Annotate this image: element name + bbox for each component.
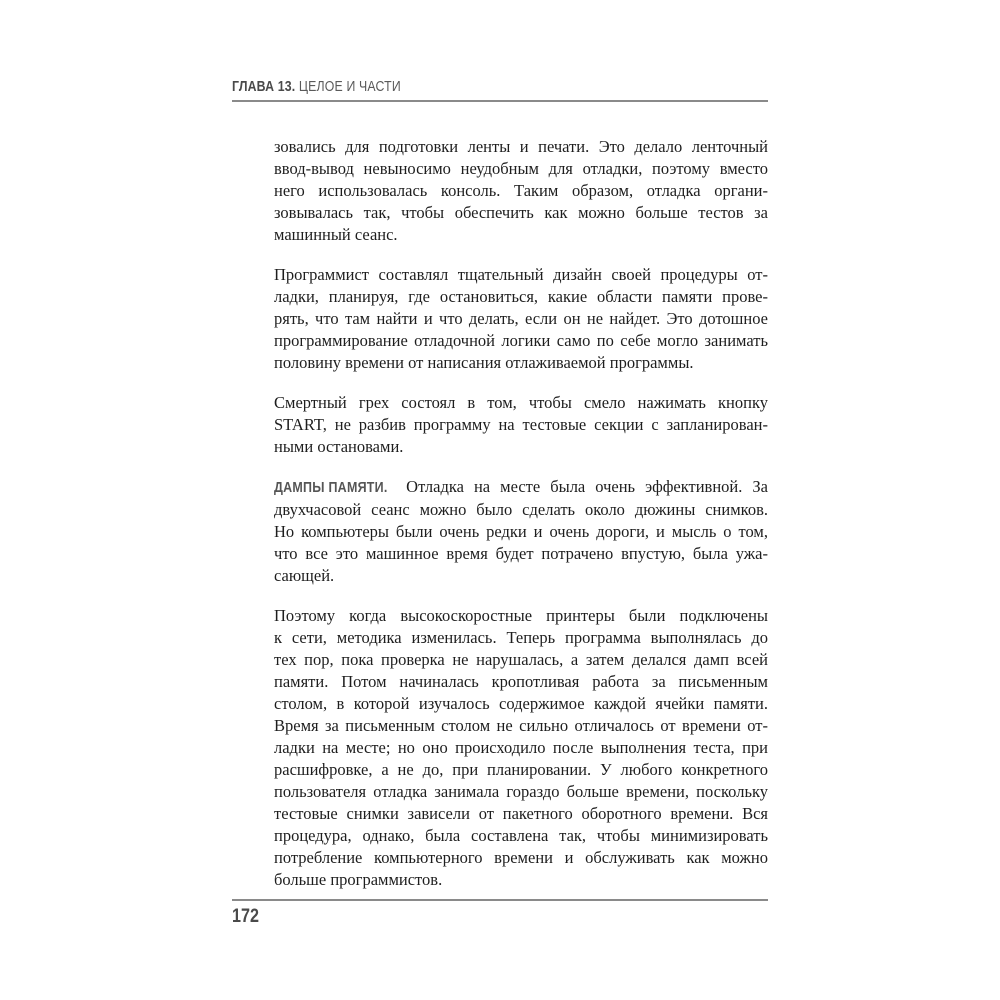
text-line: процедура, однако, была составлена так, чтобы минимизировать <box>274 826 768 845</box>
header-rule <box>232 100 768 102</box>
paragraph <box>274 476 768 587</box>
text-line-rest: Отладка на месте была очень эффективной. За <box>396 477 768 496</box>
text-line: рять, что там найти и что делать, если он не найдет. Это дотошное <box>274 309 768 328</box>
text-line: половину времени от написания отлаживаемой программы. <box>274 353 694 372</box>
text-line: Время за письменным столом не сильно отличалось от времени от- <box>274 716 768 735</box>
text-line: пользователя отладка занимала гораздо больше времени, поскольку <box>274 782 768 801</box>
paragraph <box>274 136 768 246</box>
paragraph <box>274 605 768 891</box>
text-line: тех пор, пока проверка не нарушалась, а затем делался дамп всей <box>274 650 768 669</box>
text-line: Но компьютеры были очень редки и очень дороги, и мысль о том, <box>274 522 768 541</box>
text-line: ладки на месте; но оно происходило после выполнения теста, при <box>274 738 768 757</box>
text-line: зовались для подготовки ленты и печати. Это делало ленточный <box>274 137 768 156</box>
text-line: столом, в которой изучалось содержимое каждой ячейки памяти. <box>274 694 768 713</box>
paragraph <box>274 264 768 374</box>
text-line: Смертный грех состоял в том, чтобы смело нажимать кнопку <box>274 393 768 412</box>
chapter-title: ЦЕЛОЕ И ЧАСТИ <box>298 78 401 95</box>
text-line: ными остановами. <box>274 437 404 456</box>
text-line: программирование отладочной логики само по себе могло занимать <box>274 331 768 350</box>
text-line: ладки, планируя, где остановиться, какие области памяти прове- <box>274 287 768 306</box>
text-line: двухчасовой сеанс можно было сделать около дюжины снимков. <box>274 500 768 519</box>
text-line: Поэтому когда высокоскоростные принтеры были подключены <box>274 606 768 625</box>
text-line <box>274 476 768 499</box>
running-head <box>232 78 401 95</box>
text-line: машинный сеанс. <box>274 225 398 244</box>
text-line: него использовалась консоль. Таким образом, отладка органи- <box>274 181 768 200</box>
run-in-heading: ДАМПЫ ПАМЯТИ. <box>274 480 388 496</box>
chapter-number: ГЛАВА 13. <box>232 78 296 95</box>
body-text <box>274 136 768 891</box>
text-line: зовывалась так, чтобы обеспечить как можно больше тестов за <box>274 203 768 222</box>
text-line: потребление компьютерного времени и обслуживать как можно <box>274 848 768 867</box>
text-line: Программист составлял тщательный дизайн своей процедуры от- <box>274 265 768 284</box>
text-line: сающей. <box>274 566 335 585</box>
text-line: ввод-вывод невыносимо неудобным для отладки, поэтому вместо <box>274 159 768 178</box>
text-line: START, не разбив программу на тестовые секции с запланирован- <box>274 415 768 434</box>
text-line: тестовые снимки зависели от пакетного оборотного времени. Вся <box>274 804 768 823</box>
text-line: расшифровке, а не до, при планировании. У любого конкретного <box>274 760 768 779</box>
text-line: что все это машинное время будет потрачено впустую, была ужа- <box>274 544 768 563</box>
text-line: к сети, методика изменилась. Теперь программа выполнялась до <box>274 628 768 647</box>
footer-rule <box>232 899 768 901</box>
text-line: памяти. Потом начиналась кропотливая работа за письменным <box>274 672 768 691</box>
page-number: 172 <box>232 906 259 927</box>
text-line: больше программистов. <box>274 870 443 889</box>
paragraph <box>274 392 768 458</box>
